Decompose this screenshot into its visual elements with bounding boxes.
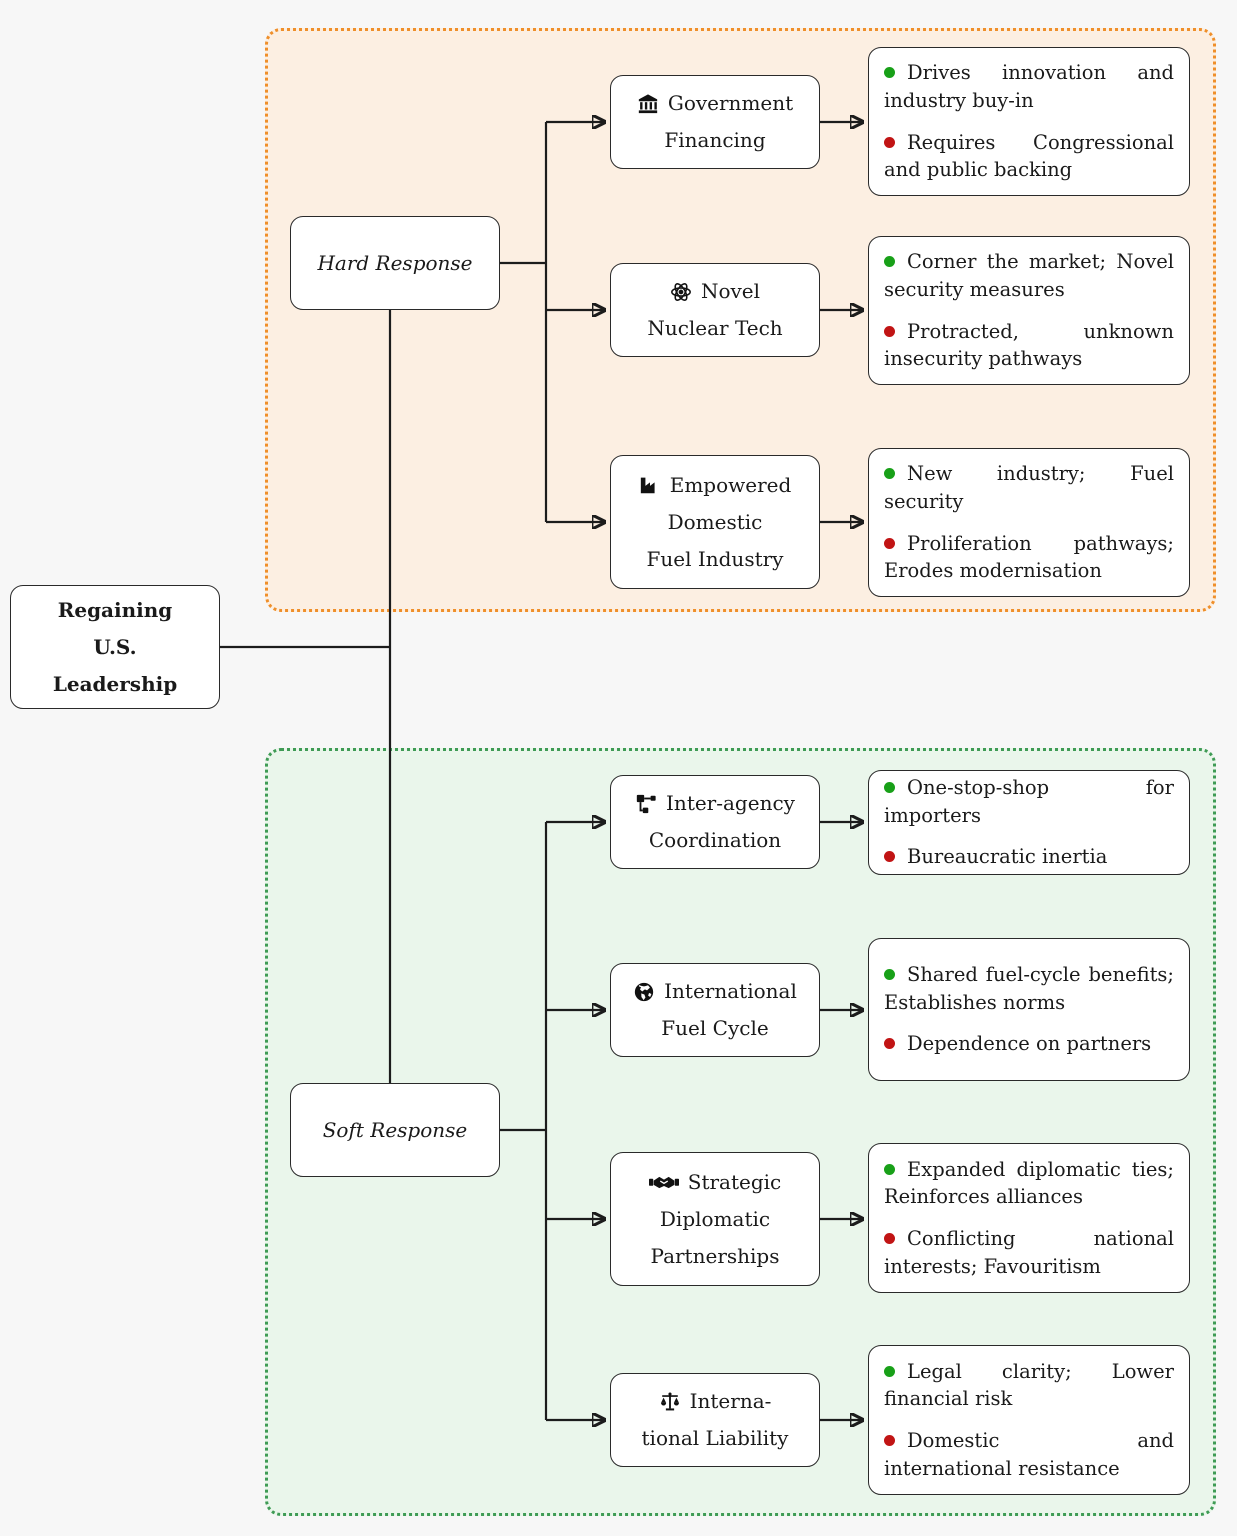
notes-empowered-domestic-fuel-industry <box>868 448 1190 597</box>
pro-text: New industry; Fuel security <box>884 462 1174 513</box>
pro-bullet-icon <box>884 969 895 980</box>
con-bullet-icon <box>884 137 895 148</box>
con-text: Requires Congressional and public backing <box>884 130 1174 182</box>
sitemap-icon <box>635 793 657 815</box>
node-title-line: Partnerships <box>650 1243 780 1268</box>
pro-text: Expanded diplomatic ties; Reinforces alliances <box>884 1157 1174 1209</box>
node-inter-agency-coordination <box>610 775 820 869</box>
node-international-fuel-cycle <box>610 963 820 1057</box>
atom-icon <box>670 281 692 303</box>
pro-bullet-icon <box>884 67 895 78</box>
node-title-line: Fuel Cycle <box>661 1016 769 1040</box>
node-novel-nuclear-tech <box>610 263 820 357</box>
branch-label: Hard Response <box>317 250 473 275</box>
con-bullet-icon <box>884 851 895 862</box>
pro-text: Corner the market; Novel security measures <box>884 250 1174 301</box>
node-title-line: Coordination <box>648 828 782 852</box>
con-text: Domestic and international resistance <box>884 1429 1174 1480</box>
root-title-line: Leadership <box>52 671 178 696</box>
node-title-line: Strategic <box>687 1169 782 1194</box>
node-international-liability <box>610 1373 820 1467</box>
pro-text: One-stop-shop for importers <box>884 775 1174 827</box>
notes-international-liability <box>868 1345 1190 1495</box>
con-text: Proliferation pathways; Erodes modernisation <box>884 531 1174 583</box>
pro-text: Shared fuel-cycle benefits; Establishes norms <box>884 962 1174 1014</box>
pro-bullet-icon <box>884 782 895 793</box>
node-title-line: Empowered <box>669 472 792 497</box>
con-text: Conflicting national interests; Favouritism <box>884 1227 1174 1278</box>
node-empowered-domestic-fuel-industry <box>610 455 820 589</box>
notes-government-financing <box>868 47 1190 196</box>
con-text: Bureaucratic inertia <box>907 845 1108 869</box>
handshake-icon <box>649 1171 679 1193</box>
pro-bullet-icon <box>884 1366 895 1377</box>
root-title-line: Regaining <box>57 597 173 622</box>
notes-international-fuel-cycle <box>868 938 1190 1081</box>
globe-icon <box>633 981 655 1003</box>
node-title-line: Novel <box>700 279 761 303</box>
con-text: Dependence on partners <box>907 1032 1152 1056</box>
pro-bullet-icon <box>884 256 895 267</box>
notes-strategic-diplomatic-partnerships <box>868 1143 1190 1293</box>
notes-inter-agency-coordination <box>868 770 1190 875</box>
pro-bullet-icon <box>884 1164 895 1175</box>
node-regaining-us-leadership <box>10 585 220 709</box>
pro-bullet-icon <box>884 468 895 479</box>
node-title-line: Fuel Industry <box>646 546 784 571</box>
con-bullet-icon <box>884 538 895 549</box>
node-strategic-diplomatic-partnerships <box>610 1152 820 1286</box>
con-text: Protracted, unknown insecurity pathways <box>884 319 1174 371</box>
root-title-line: U.S. <box>93 634 137 659</box>
con-bullet-icon <box>884 1233 895 1244</box>
pro-text: Drives innovation and industry buy-in <box>884 61 1174 112</box>
node-title-line: Government <box>667 91 794 115</box>
scales-icon <box>659 1391 681 1413</box>
node-title-line: tional Liability <box>641 1426 789 1450</box>
bank-icon <box>637 93 659 115</box>
notes-novel-nuclear-tech <box>868 236 1190 385</box>
node-title-line: Financing <box>664 128 766 152</box>
factory-icon <box>639 474 661 496</box>
node-title-line: Inter-agency <box>666 791 795 815</box>
con-bullet-icon <box>884 326 895 337</box>
node-title-line: Nuclear Tech <box>647 316 783 340</box>
node-soft-response <box>290 1083 500 1177</box>
con-bullet-icon <box>884 1038 895 1049</box>
con-bullet-icon <box>884 1435 895 1446</box>
node-hard-response <box>290 216 500 310</box>
node-title-line: Diplomatic <box>659 1206 771 1231</box>
node-title-line: Interna- <box>689 1389 772 1413</box>
node-title-line: Domestic <box>667 509 763 534</box>
branch-label: Soft Response <box>322 1117 468 1142</box>
node-government-financing <box>610 75 820 169</box>
node-title-line: International <box>664 979 797 1003</box>
pro-text: Legal clarity; Lower financial risk <box>884 1359 1174 1411</box>
